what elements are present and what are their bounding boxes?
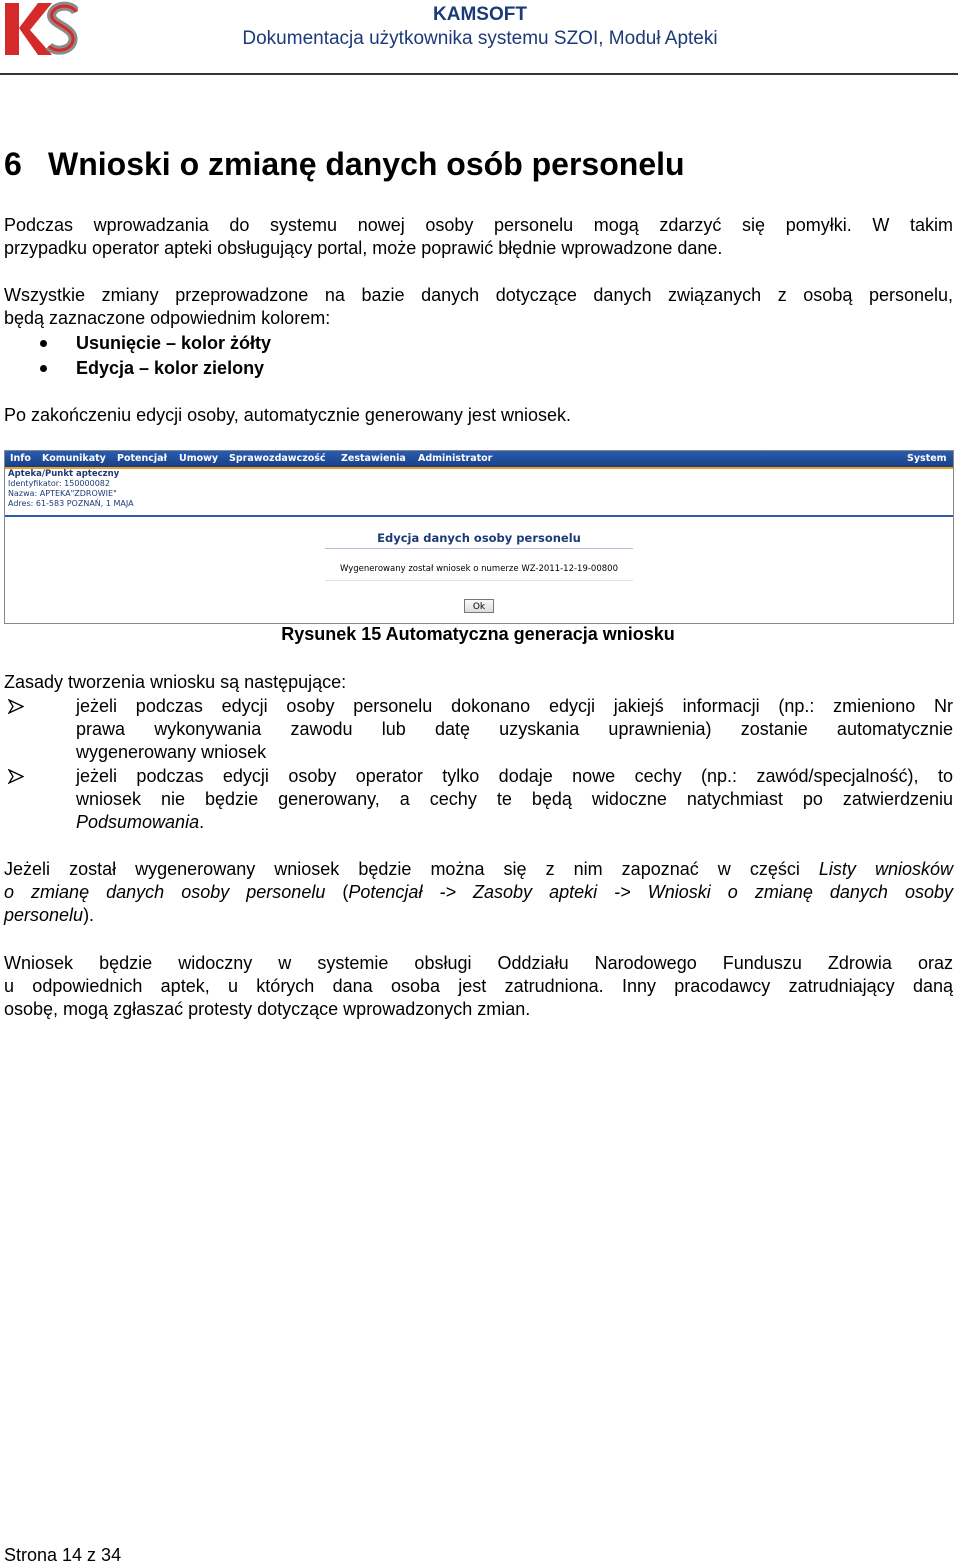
podsumowania-text: Podsumowania [76,812,200,832]
generated-line-1 [4,858,953,881]
pharmacy-info [5,469,158,515]
page-number: Strona 14 z 34 [4,1545,122,1565]
figure-caption: Rysunek 15 Automatyczna generacja wniosku [281,624,675,644]
bullet-dot-icon [40,365,47,372]
menu-path: Potencjał -> Zasoby apteki -> Wnioski o zmianę danych osoby [348,882,954,902]
info-divider [5,515,953,517]
rules-intro: Zasady tworzenia wniosku są następujące: [4,672,347,692]
bullet-text: Edycja – kolor zielony [76,358,265,378]
arrow-bullet-icon [8,699,24,714]
header-subtitle: Dokumentacja użytkownika systemu SZOI, Moduł Apteki [242,28,718,49]
header-company: KAMSOFT [433,4,527,25]
pharmacy-name: Nazwa: APTEKA"ZDROWIE" [8,489,117,498]
pharmacy-address: Adres: 61-583 POZNAŃ, 1 MAJA [8,499,134,508]
rule-line [76,811,953,834]
section-heading [4,146,685,183]
rule-line: jeżeli podczas edycji osoby operator tylko dodaje nowe cechy (np.: zawód/specjalność), to [76,766,953,786]
form-title: Edycja danych osoby personelu [377,531,581,545]
text: Jeżeli został wygenerowany wniosek będzie można się z nim zapoznać w części [4,859,819,879]
header-divider [0,73,958,75]
visibility-line-1: Wniosek będzie widoczny w systemie obsługi Oddziału Narodowego Funduszu Zdrowia oraz [4,953,953,973]
rule-item [4,695,953,764]
changes-paragraph [4,284,953,330]
bullet-text: Usunięcie – kolor żółty [76,333,272,353]
form-title-divider [325,548,633,549]
arrow-bullet-icon [8,769,24,784]
rule-text [76,765,953,834]
menu-umowy[interactable]: Umowy [179,453,219,464]
changes-line-1: Wszystkie zmiany przeprowadzone na bazie danych dotyczące danych związanych z osobą personelu, [4,285,953,305]
period: . [199,812,205,832]
rule-line: wniosek nie będzie generowany, a cechy te będą widoczne natychmiast po zatwierdzeniu [76,789,953,809]
visibility-paragraph [4,952,953,1021]
menu-info[interactable]: Info [10,453,31,464]
pharmacy-id: Identyfikator: 150000082 [8,479,110,488]
after-edit-paragraph: Po zakończeniu edycji osoby, automatycznie generowany jest wniosek. [4,405,571,425]
visibility-line-2: u odpowiednich aptek, u których dana osoba jest zatrudniona. Inny pracodawcy zatrudniający daną [4,976,953,996]
generated-paragraph [4,858,953,927]
menu-system[interactable]: System [907,453,947,464]
kamsoft-logo [2,0,78,58]
rule-item [4,765,953,834]
menu-administrator[interactable]: Administrator [418,453,493,464]
rule-text [76,695,953,764]
rule-line: wygenerowany wniosek [76,742,267,762]
menu-zestawienia[interactable]: Zestawienia [341,453,406,464]
changes-line-2: będą zaznaczone odpowiednim kolorem: [4,308,331,328]
generated-line-2 [4,881,953,904]
menu-potencjal[interactable]: Potencjał [117,453,168,464]
app-menubar [5,451,953,467]
ok-button[interactable]: Ok [464,599,494,613]
visibility-line-3: osobę, mogą zgłaszać protesty dotyczące wprowadzonych zmian. [4,999,531,1019]
list-name: Listy wniosków [818,859,953,879]
intro-line-1: Podczas wprowadzania do systemu nowej osoby personelu mogą zdarzyć się pomyłki. W takim [4,215,953,235]
list-name: o zmianę danych osoby personelu [4,882,326,902]
menu-sprawozdawczosc[interactable]: Sprawozdawczość [229,453,326,464]
section-number: 6 [4,146,22,182]
pharmacy-title: Apteka/Punkt apteczny [8,469,120,479]
rule-line: jeżeli podczas edycji osoby personelu dokonano edycji jakiejś informacji (np.: zmieniono Nr [76,696,953,716]
menu-path: personelu [4,905,84,925]
intro-line-2: przypadku operator apteki obsługujący portal, może poprawić błędnie wprowadzone dane. [4,238,723,258]
text: ( [325,882,349,902]
bullet-dot-icon [40,340,47,347]
embedded-screenshot [4,450,954,624]
rule-line: prawa wykonywania zawodu lub datę uzyskania uprawnienia) zostanie automatycznie [76,719,953,739]
text: ). [83,905,95,925]
message-divider [325,580,633,581]
section-title: Wnioski o zmianę danych osób personelu [48,146,685,182]
generated-message: Wygenerowany został wniosek o numerze WZ-2011-12-19-00800 [340,564,618,574]
intro-paragraph [4,214,953,260]
menu-komunikaty[interactable]: Komunikaty [42,453,106,464]
generated-line-3 [4,904,953,927]
